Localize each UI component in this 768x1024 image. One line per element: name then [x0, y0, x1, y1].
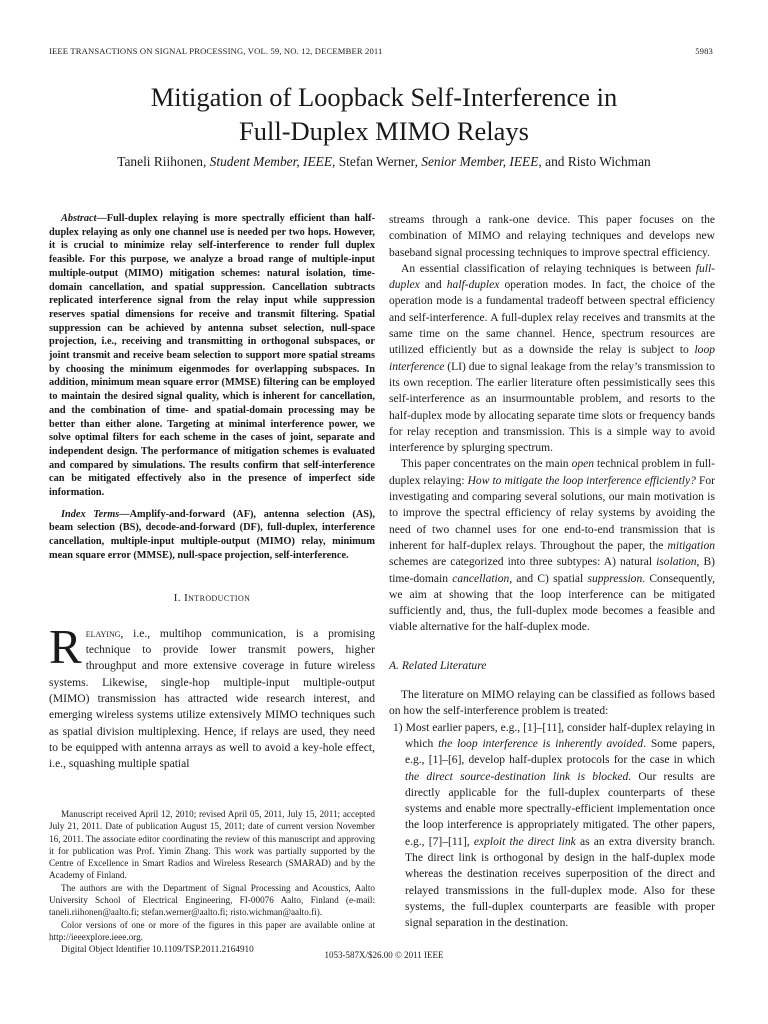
- text-run: operation modes. In fact, the choice of the operation mode is a fundamental tradeoff between spectral efficiency and self-interference. A full-duplex relay receives and transmits at the same time on the same channel. Hence, spectrum resources are utilized efficiently but as a downside the relay is subject to: [389, 279, 715, 357]
- emphasis-loop-interference: loop interference: [389, 344, 715, 373]
- text-run: . Our results are directly applicable for the full-duplex counterparts of these systems and enable more spectrally-efficient implementation once the loop interference is appropriately mitigated. The other papers, e.g., [7]–[11],: [405, 770, 716, 848]
- emphasis-mitigation: mitigation: [667, 539, 715, 552]
- text-run: An essential classification of relaying techniques is between: [401, 262, 696, 275]
- footnotes: [49, 808, 375, 956]
- author-3-name: Risto Wichman: [567, 154, 651, 169]
- author-list: [40, 153, 728, 171]
- footnote-manuscript: Manuscript received April 12, 2010; revised April 05, 2011, July 15, 2011; accepted July 21, 2011. Date of publication August 15, 2011; date of current version November 16, 2011. The associate editor coordinating the review of this manuscript and approving it for publication was Prof. Yimin Zhang. This work was partially supported by the Centre of Excellence in Smart Radios and Wireless Research (SMARAD) and by the Academy of Finland.: [49, 809, 375, 881]
- footnote-doi: Digital Object Identifier 10.1109/TSP.2011.2164910: [61, 944, 254, 955]
- right-paragraph-2: [389, 261, 715, 457]
- emphasis-suppression: suppression: [587, 572, 643, 585]
- text-run: For investigating and comparing several solutions, our main motivation is to improve the spectral efficiency of relay systems by avoiding the need of two channel uses for one end-to-end transmission that is inherent for half-duplex relays. Throughout the paper, the: [389, 474, 715, 552]
- emphasis-open: open: [571, 458, 595, 471]
- text-run: , B) time-domain: [389, 556, 715, 585]
- footnote-affiliation: The authors are with the Department of Signal Processing and Acoustics, Aalto University School of Electrical Engineering, FI-00076 Aalto, Finland (e-mail: taneli.riihonen@aalto.fi; stefan.werner@aalto.fi; risto.wichman@aalto.fi).: [49, 882, 375, 918]
- index-terms-dash: —: [119, 508, 130, 520]
- text-run: (LI) due to signal leakage from the relay’s transmission to its own reception. The earlier literature often pessimistically sees this self-interference as an insurmountable problem, and resorts to the half-duplex mode by allocating separate time slots or frequency bands for relay reception and transmission. This is a simple way to avoid interference by splurging spectrum.: [389, 360, 715, 455]
- intro-text: , i.e., multihop communication, is a promising technique to provide lower transmit powers, higher throughput and more extensive coverage in future wireless systems. Likewise, single-hop multiple-input multiple-output (MIMO) transmission has attracted wide research interest, and emerging wireless systems utilize extensively MIMO techniques such as spatial division multiplexing. Hence, if relays are used, they need to be equipped with antenna arrays as well to avoid a key-hole effect, i.e., squashing multiple spatial: [49, 627, 375, 771]
- author-1-role: Student Member, IEEE,: [209, 154, 336, 169]
- text-run: , and C) spatial: [509, 572, 588, 585]
- text-run: Most earlier papers, e.g., [1]–[11], consider half-duplex relaying in which: [402, 721, 715, 750]
- abstract: [49, 212, 375, 500]
- text-run: . Consequently, we aim at showing that the loop interference can be mitigated sufficiently and, thus, the full-duplex mode becomes a feasible and viable alternative for the half-duplex mode.: [389, 572, 715, 634]
- intro-first-word: elaying: [85, 627, 121, 640]
- journal-citation: IEEE TRANSACTIONS ON SIGNAL PROCESSING, VOL. 59, NO. 12, DECEMBER 2011: [49, 46, 383, 56]
- index-terms: [49, 508, 375, 563]
- left-column: [49, 212, 375, 773]
- author-conjunction: and: [545, 154, 565, 169]
- text-run: technical problem in full-duplex relaying:: [389, 458, 715, 487]
- abstract-dash: —: [96, 213, 107, 224]
- emphasis-cancellation: cancellation: [452, 572, 510, 585]
- emphasis-link-blocked: the direct source-destination link is blocked: [405, 770, 629, 783]
- title-line-2: Full-Duplex MIMO Relays: [238, 116, 529, 146]
- list-item-1: [389, 720, 715, 932]
- copyright-line: 1053-587X/$26.00 © 2011 IEEE: [324, 950, 444, 960]
- author-2-name: Stefan Werner,: [338, 154, 418, 169]
- right-paragraph-1: streams through a rank-one device. This paper focuses on the combination of MIMO and relaying techniques and develops new baseband signal processing techniques to improve spectral efficiency.: [389, 214, 715, 259]
- emphasis-question: How to mitigate the loop interference efficiently?: [467, 474, 696, 487]
- emphasis-isolation: isolation: [656, 556, 697, 569]
- drop-cap: R: [49, 618, 82, 674]
- footnote-color: Color versions of one or more of the figures in this paper are available online at http://ieeexplore.ieee.org.: [49, 919, 375, 942]
- emphasis-loop-avoided: the loop interference is inherently avoided: [438, 737, 644, 750]
- author-1-name: Taneli Riihonen,: [117, 154, 207, 169]
- right-paragraph-4: The literature on MIMO relaying can be classified as follows based on how the self-interference problem is treated:: [389, 689, 715, 718]
- section-numeral: I.: [173, 591, 181, 604]
- abstract-label: Abstract: [61, 213, 97, 224]
- author-2-role: Senior Member, IEEE,: [421, 154, 542, 169]
- title-line-1: Mitigation of Loopback Self-Interference in: [150, 82, 618, 112]
- section-heading-introduction: [49, 590, 375, 606]
- paper-title: [40, 80, 728, 148]
- emphasis-direct-link: exploit the direct link: [473, 835, 576, 848]
- abstract-text: Full-duplex relaying is more spectrally efficient than half-duplex relaying as only one channel use is needed per two hops. However, it is crucial to minimize relay self-interference to render full duplex feasible. For this purpose, we analyze a broad range of multiple-input multiple-output (MIMO) mitigation schemes: natural isolation, time-domain cancellation, and spatial suppression. Cancellation subtracts replicated interference signal from the relay input while suppression reserves spatial dimensions for receive and transmit filtering. Spatial suppression can be achieved by antenna subset selection, null-space projection, i.e., receiving and transmitting in orthogonal subspaces, or joint transmit and receive beam selection to support more spatial streams by choosing the minimum eigenmodes for overlapping subspaces. In addition, minimum mean square error (MMSE) filtering can be employed to maintain the desired signal quality, which is inherent for cancellation, and the combination of time- and spatial-domain processing may be better than either alone. Targeting at minimal interference power, we solve optimal filters for each scheme in the cases of joint, separate and independent design. The performance of mitigation schemes is evaluated and compared by simulations. The results confirm that self-interference can be mitigated effectively also in the presence of imperfect side information.: [49, 213, 375, 499]
- emphasis-full-duplex: full-duplex: [389, 262, 715, 292]
- emphasis-half-duplex: half-duplex: [446, 279, 500, 292]
- text-run: and: [419, 279, 447, 292]
- text-run: schemes are categorized into three subtypes: A) natural: [389, 556, 657, 569]
- text-run: as an extra diversity branch. The direct link is orthogonal by design in the half-duplex mode whereas the destination receives superposition of the direct and relayed transmissions in the full-duplex mode. Also for these systems, the full-duplex counterparts are feasible with proper signal separation in the destination.: [405, 835, 715, 930]
- intro-paragraph: [49, 618, 375, 773]
- page-number: 5983: [695, 46, 713, 56]
- subsection-heading-related-literature: A. Related Literature: [389, 659, 487, 672]
- text-run: This paper concentrates on the main: [401, 458, 572, 471]
- index-terms-text: Amplify-and-forward (AF), antenna selection (AS), beam selection (BS), decode-and-forward (DF), full-duplex, interference cancellation, multiple-input multiple-output (MIMO) relay, minimum mean square error (MMSE), null-space projection, self-interference.: [49, 508, 375, 561]
- text-run: . Some papers, e.g., [1]–[6], develop half-duplex protocols for the case in which: [405, 737, 716, 767]
- index-terms-label: Index Terms: [61, 508, 120, 520]
- running-header: [49, 46, 713, 60]
- right-paragraph-3: [389, 456, 715, 635]
- right-column: [389, 212, 715, 931]
- section-title: Introduction: [184, 591, 251, 604]
- list-number: 1): [393, 721, 403, 734]
